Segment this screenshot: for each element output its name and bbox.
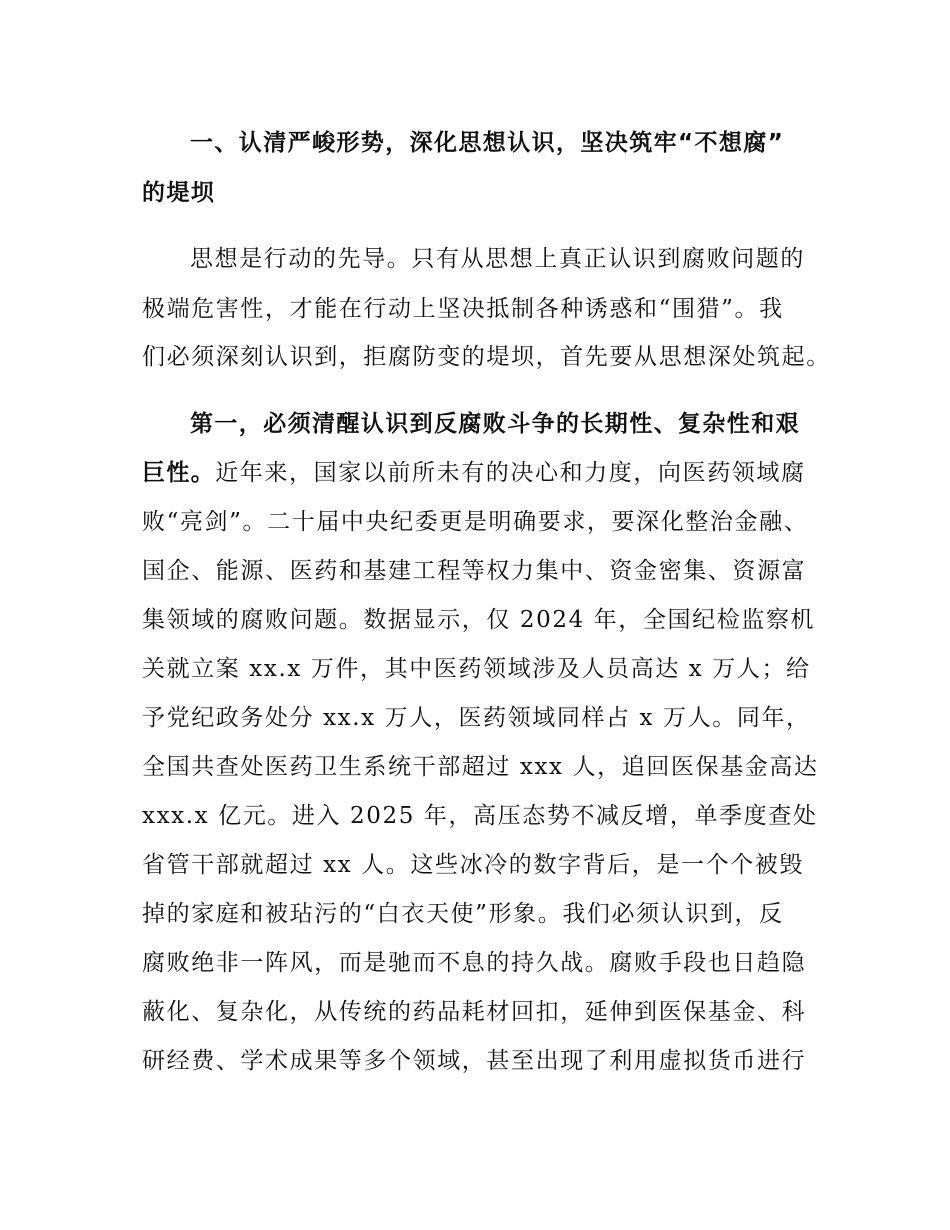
- paragraph-2-lead-line-1: 第一，必须清醒认识到反腐败斗争的长期性、复杂性和艰: [190, 411, 800, 437]
- section-heading-line-2: 的堤坝: [142, 180, 216, 206]
- paragraph-2-line-3: 败“亮剑”。二十届中央纪委更是明确要求，要深化整治金融、: [142, 509, 809, 535]
- paragraph-2-line-11: 掉的家庭和被玷污的“白衣天使”形象。我们必须认识到，反: [142, 901, 784, 927]
- paragraph-2-line-14: 研经费、学术成果等多个领域，甚至出现了利用虚拟货币进行: [142, 1048, 807, 1074]
- paragraph-2-line-12: 腐败绝非一阵风，而是驰而不息的持久战。腐败手段也日趋隐: [142, 950, 807, 976]
- paragraph-2-line-13: 蔽化、复杂化，从传统的药品耗材回扣，延伸到医保基金、科: [142, 999, 807, 1025]
- section-heading-line-1: 一、认清严峻形势，深化思想认识，坚决筑牢“不想腐”: [190, 130, 785, 156]
- paragraph-2-lead-line-2: 巨性。: [142, 460, 216, 486]
- paragraph-2-line-4: 国企、能源、医药和基建工程等权力集中、资金密集、资源富: [142, 558, 807, 584]
- paragraph-2-line-2: [142, 458, 806, 488]
- paragraph-2-line-9: xxx.x 亿元。进入 2025 年，高压态势不减反增，单季度查处: [142, 803, 818, 829]
- paragraph-1-line-3: 们必须深刻认识到，拒腐防变的堤坝，首先要从思想深处筑起。: [142, 344, 831, 370]
- paragraph-1-line-1: 思想是行动的先导。只有从思想上真正认识到腐败问题的: [190, 246, 805, 272]
- paragraph-2-line-2-text: 近年来，国家以前所未有的决心和力度，向医药领域腐: [215, 460, 806, 486]
- paragraph-2-line-6: 关就立案 xx.x 万件，其中医药领域涉及人员高达 x 万人；给: [142, 656, 811, 682]
- paragraph-2-line-8: 全国共查处医药卫生系统干部超过 xxx 人，追回医保基金高达: [142, 754, 819, 780]
- paragraph-2-line-7: 予党纪政务处分 xx.x 万人，医药领域同样占 x 万人。同年，: [142, 705, 811, 731]
- paragraph-2-line-10: 省管干部就超过 xx 人。这些冰冷的数字背后，是一个个被毁: [142, 852, 804, 878]
- paragraph-1-line-2: 极端危害性，才能在行动上坚决抵制各种诱惑和“围猎”。我: [142, 296, 784, 322]
- paragraph-2-line-5: 集领域的腐败问题。数据显示，仅 2024 年，全国纪检监察机: [142, 607, 816, 633]
